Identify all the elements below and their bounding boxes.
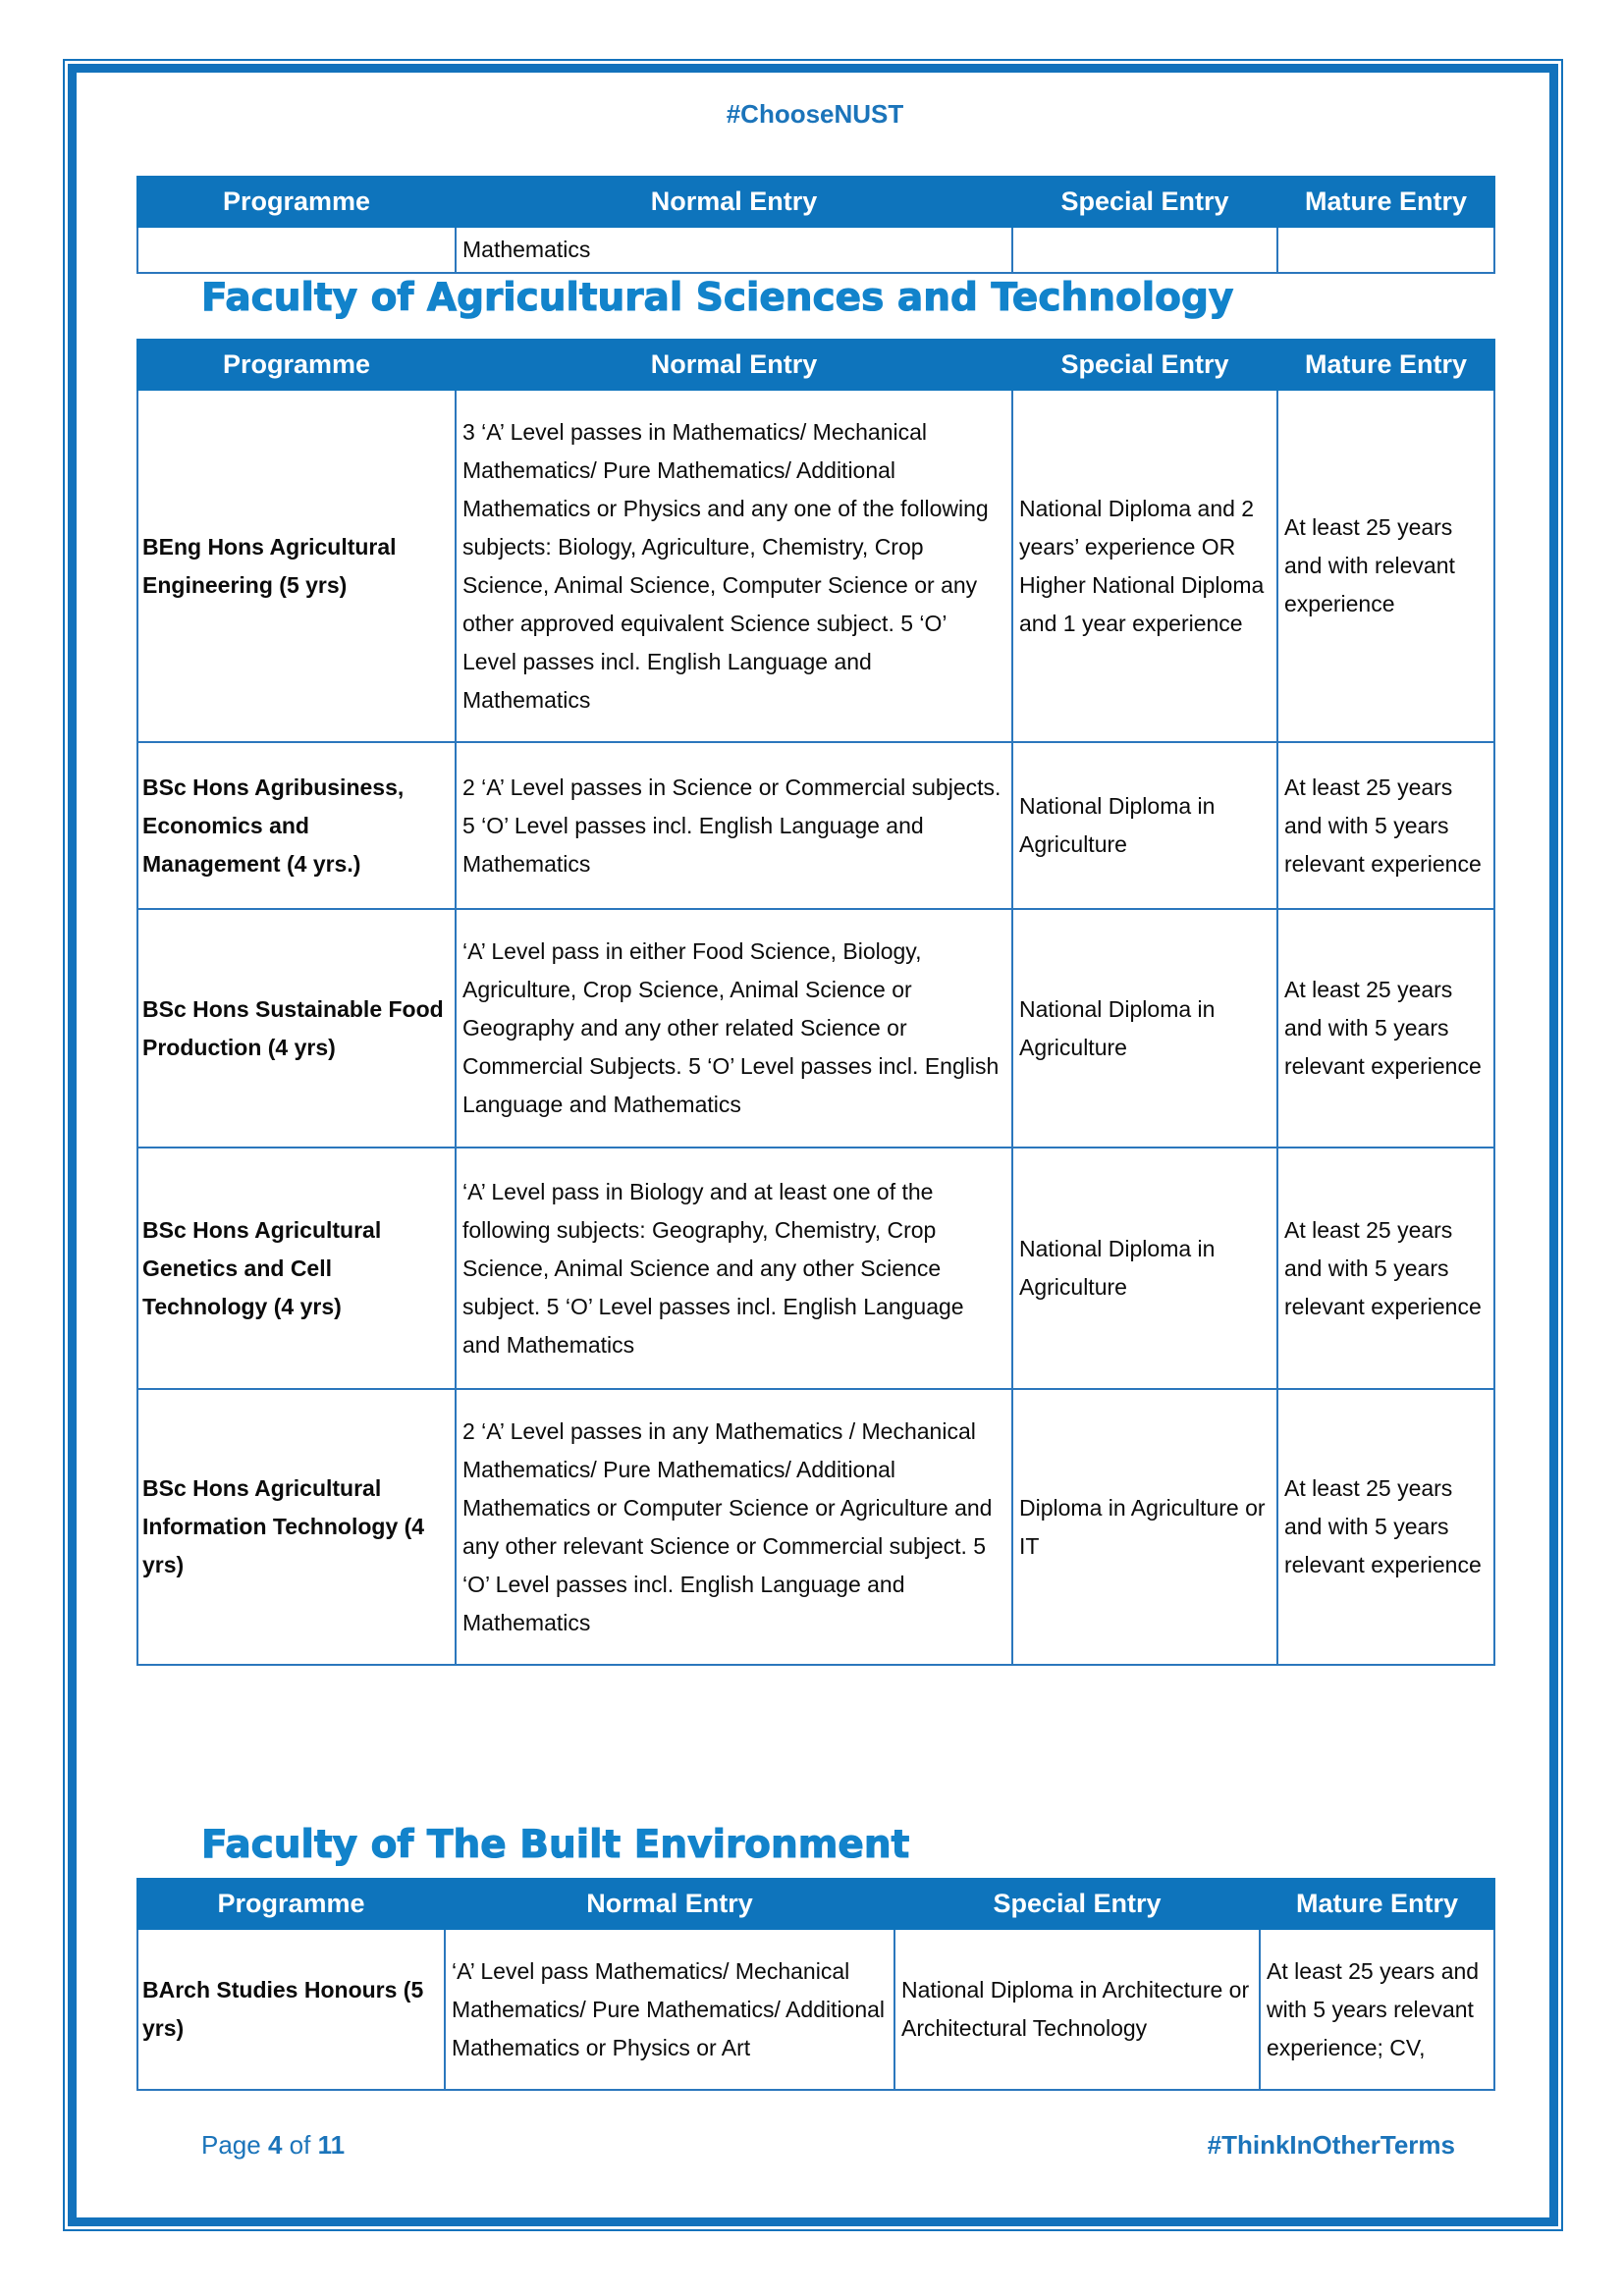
column-header-normal-entry: Normal Entry	[456, 177, 1012, 227]
cell-special-entry	[1012, 227, 1277, 273]
cell-special-entry: National Diploma in Agriculture	[1012, 1148, 1277, 1389]
cell-special-entry: Diploma in Agriculture or IT	[1012, 1389, 1277, 1665]
cell-normal-entry: 2 ‘A’ Level passes in any Mathematics / Mechanical Mathematics/ Pure Mathematics/ Additional Mathematics or Computer Science or Agriculture and any other relevant Science or Commercial subject. 5 ‘O’ Level passes incl. English Language and Mathematics	[456, 1389, 1012, 1665]
cell-normal-entry: 3 ‘A’ Level passes in Mathematics/ Mechanical Mathematics/ Pure Mathematics/ Additional Mathematics or Physics and any one of the following subjects: Biology, Agriculture, Chemistry, Crop Science, Animal Science, Computer Science or any other approved equivalent Science subject. 5 ‘O’ Level passes incl. English Language and Mathematics	[456, 390, 1012, 742]
cell-mature-entry: At least 25 years and with 5 years relevant experience	[1277, 742, 1494, 909]
cell-special-entry: National Diploma in Architecture or Architectural Technology	[894, 1929, 1260, 2090]
table-row	[137, 742, 1494, 909]
column-header-normal-entry: Normal Entry	[456, 340, 1012, 390]
top-hashtag: #ChooseNUST	[726, 99, 904, 129]
cell-normal-entry: ‘A’ Level pass Mathematics/ Mechanical Mathematics/ Pure Mathematics/ Additional Mathematics or Physics or Art	[445, 1929, 894, 2090]
table-header-row	[137, 177, 1494, 227]
cell-mature-entry: At least 25 years and with 5 years relevant experience	[1277, 1389, 1494, 1665]
column-header-special-entry: Special Entry	[1012, 340, 1277, 390]
column-header-mature-entry: Mature Entry	[1277, 340, 1494, 390]
column-header-programme: Programme	[137, 1879, 445, 1929]
column-header-special-entry: Special Entry	[1012, 177, 1277, 227]
column-header-normal-entry: Normal Entry	[445, 1879, 894, 1929]
column-header-mature-entry: Mature Entry	[1277, 177, 1494, 227]
cell-programme: BSc Hons Agribusiness, Economics and Management (4 yrs.)	[137, 742, 456, 909]
cell-normal-entry: ‘A’ Level pass in Biology and at least one of the following subjects: Geography, Chemistry, Crop Science, Animal Science and any other Science subject. 5 ‘O’ Level passes incl. English Language and Mathematics	[456, 1148, 1012, 1389]
table-header-row	[137, 1879, 1494, 1929]
section-title-built-environment: Faculty of The Built Environment	[201, 1823, 910, 1867]
agriculture-table	[136, 339, 1495, 1666]
built-environment-table	[136, 1878, 1495, 2091]
cell-programme: BArch Studies Honours (5 yrs)	[137, 1929, 445, 2090]
table-row	[137, 227, 1494, 273]
table-row	[137, 1389, 1494, 1665]
column-header-special-entry: Special Entry	[894, 1879, 1260, 1929]
column-header-programme: Programme	[137, 340, 456, 390]
cell-mature-entry: At least 25 years and with 5 years relevant experience; CV,	[1260, 1929, 1494, 2090]
of-word: of	[289, 2130, 311, 2160]
page-number-indicator	[201, 2130, 345, 2161]
cell-normal-entry: 2 ‘A’ Level passes in Science or Commercial subjects. 5 ‘O’ Level passes incl. English Language and Mathematics	[456, 742, 1012, 909]
cell-normal-entry: Mathematics	[456, 227, 1012, 273]
cell-mature-entry: At least 25 years and with 5 years relevant experience	[1277, 909, 1494, 1148]
cell-mature-entry	[1277, 227, 1494, 273]
cell-programme: BSc Hons Agricultural Information Technology (4 yrs)	[137, 1389, 456, 1665]
column-header-programme: Programme	[137, 177, 456, 227]
table-row	[137, 1929, 1494, 2090]
cell-special-entry: National Diploma and 2 years’ experience OR Higher National Diploma and 1 year experience	[1012, 390, 1277, 742]
cell-special-entry: National Diploma in Agriculture	[1012, 742, 1277, 909]
table-header-row	[137, 340, 1494, 390]
cell-special-entry: National Diploma in Agriculture	[1012, 909, 1277, 1148]
footer-hashtag: #ThinkInOtherTerms	[1207, 2130, 1455, 2160]
cell-programme: BEng Hons Agricultural Engineering (5 yrs)	[137, 390, 456, 742]
current-page-number: 4	[267, 2130, 283, 2160]
total-pages-number: 11	[317, 2130, 346, 2160]
cell-mature-entry: At least 25 years and with 5 years relevant experience	[1277, 1148, 1494, 1389]
cell-normal-entry: ‘A’ Level pass in either Food Science, Biology, Agriculture, Crop Science, Animal Science or Geography and any other related Science or Commercial Subjects. 5 ‘O’ Level passes incl. English Language and Mathematics	[456, 909, 1012, 1148]
cell-programme: BSc Hons Sustainable Food Production (4 yrs)	[137, 909, 456, 1148]
continuation-table	[136, 176, 1495, 274]
table-row	[137, 390, 1494, 742]
cell-programme	[137, 227, 456, 273]
cell-programme: BSc Hons Agricultural Genetics and Cell Technology (4 yrs)	[137, 1148, 456, 1389]
table-row	[137, 1148, 1494, 1389]
table-row	[137, 909, 1494, 1148]
page-word: Page	[201, 2130, 261, 2160]
cell-mature-entry: At least 25 years and with relevant experience	[1277, 390, 1494, 742]
column-header-mature-entry: Mature Entry	[1260, 1879, 1494, 1929]
section-title-agriculture: Faculty of Agricultural Sciences and Technology	[201, 276, 1234, 320]
